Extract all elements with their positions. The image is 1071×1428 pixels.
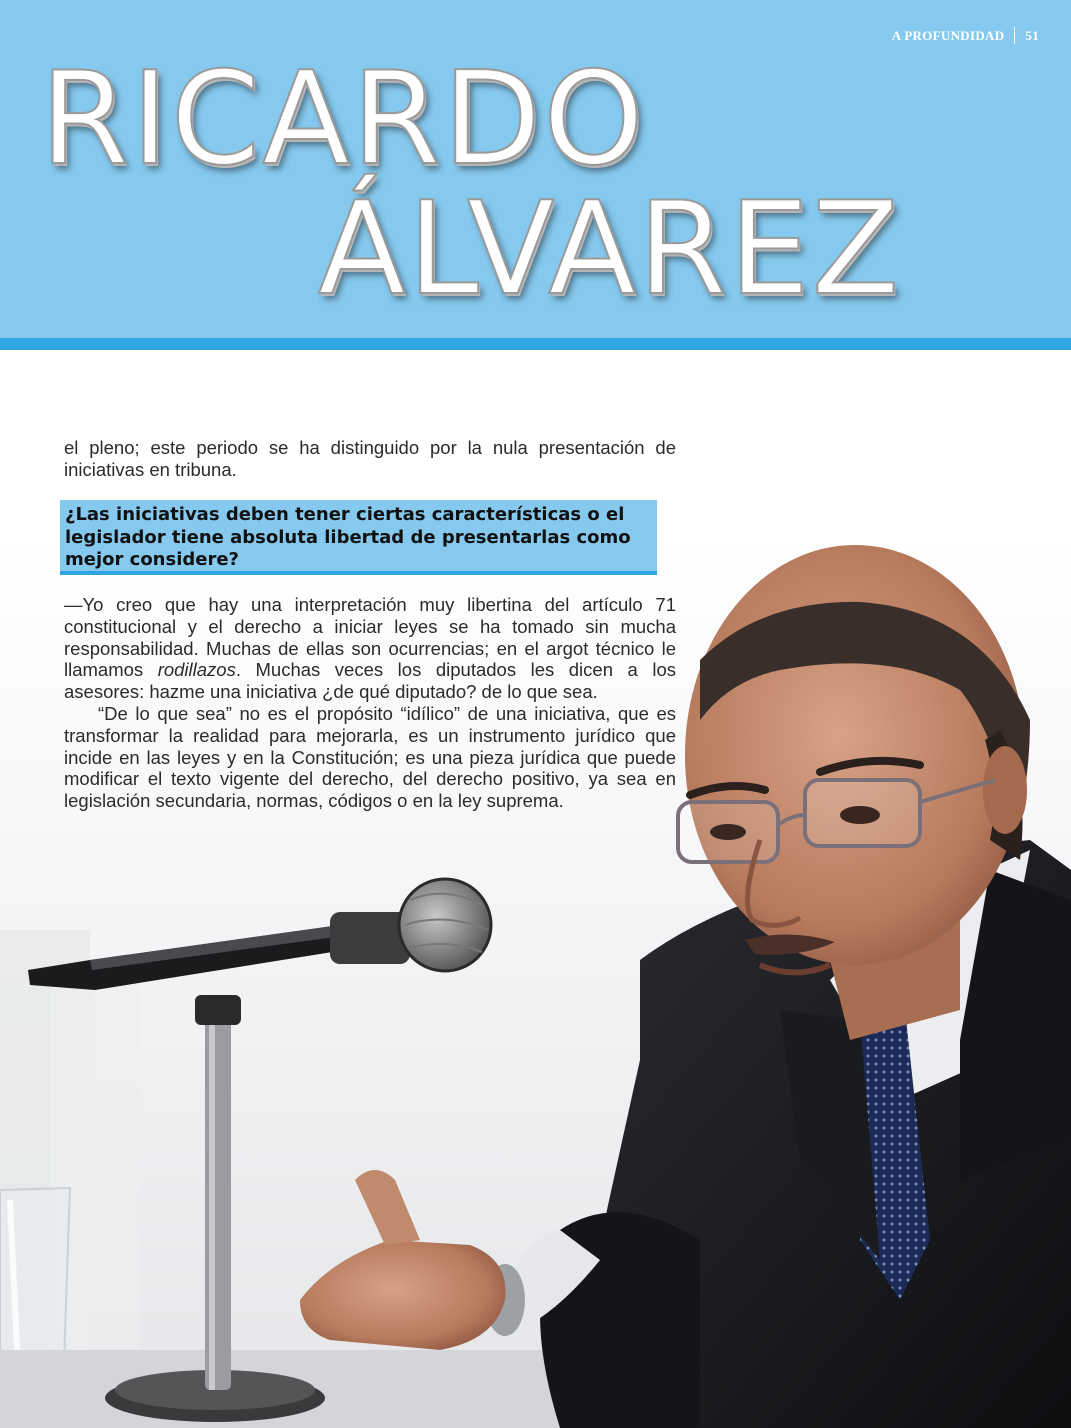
section-name: A PROFUNDIDAD bbox=[891, 27, 1005, 43]
page-number: 51 bbox=[1025, 27, 1039, 43]
answer-paragraph-1 bbox=[64, 594, 676, 703]
answer-text-1b: . Muchas veces los diputados les dicen a los asesores: hazme una iniciativa ¿de qué diputado? de lo que sea. bbox=[64, 659, 676, 703]
title-last-name: ÁLVAREZ bbox=[318, 175, 902, 324]
answer-text-1a: —Yo creo que hay una interpretación muy libertina del artículo 71 constitucional y el derecho a iniciar leyes se ha tomado sin mucha responsabilidad. Muchas de ellas son ocurrencias; en el argot técnico le llamamos bbox=[64, 594, 676, 681]
intro-paragraph: el pleno; este periodo se ha distinguido por la nula presentación de iniciativas en tribuna. bbox=[64, 437, 676, 480]
answer-paragraph-2: “De lo que sea” no es el propósito “idílico” de una iniciativa, que es transformar la realidad para mejorarla, es un instrumento jurídico que incide en las leyes y en la Constitución; es una pieza jurídica que puede modificar el texto vigente del derecho, del derecho positivo, ya sea en legislación secundaria, normas, códigos o en la ley suprema. bbox=[64, 702, 676, 812]
interview-question: ¿Las iniciativas deben tener ciertas características o el legislador tiene absoluta libertad de presentarlas como mejor considere? bbox=[65, 504, 631, 570]
header-accent-rule bbox=[0, 338, 1071, 350]
header-divider bbox=[1014, 27, 1015, 44]
title-first-name: RICARDO bbox=[40, 45, 646, 194]
answer-block bbox=[64, 594, 676, 812]
answer-emphasis: rodillazos bbox=[157, 659, 236, 681]
running-header bbox=[892, 27, 1039, 44]
